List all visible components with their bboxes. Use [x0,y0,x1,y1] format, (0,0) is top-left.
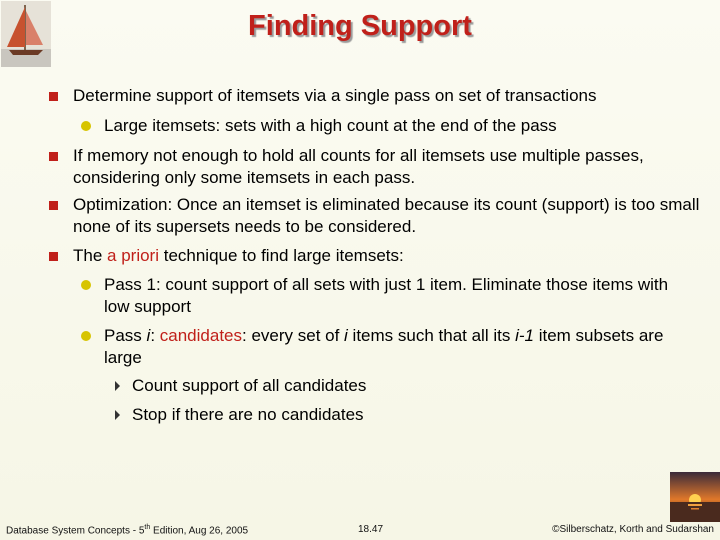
bullet-text: Pass [104,326,147,345]
bullet-text: item subsets are large [104,326,664,367]
highlight-term: a priori [107,246,159,265]
bullet-text: : every set of [242,326,345,345]
bullet-text: technique to find large itemsets: [159,246,404,265]
bullet-text: The [73,246,108,265]
bullet-text: If memory not enough to hold all counts for all itemsets use multiple passes, considering only some itemsets in each pass. [73,146,644,187]
sub-bullet-item [104,115,694,137]
bullet-text: : [150,326,160,345]
square-bullet-icon [49,92,58,101]
footer-book-title [6,524,248,536]
bullet-item [73,245,703,267]
bullet-item [73,145,703,189]
square-bullet-icon [49,201,58,210]
square-bullet-icon [49,152,58,161]
bullet-text: items such that all its [347,326,516,345]
footer-text: Edition, Aug 26, 2005 [150,525,249,537]
circle-bullet-icon [81,280,91,290]
circle-bullet-icon [81,121,91,131]
sub-sub-bullet-item [132,375,692,397]
sub-bullet-item [104,274,694,318]
italic-var: i [146,326,151,345]
sub-bullet-item [104,325,694,369]
triangle-bullet-icon [115,381,120,391]
square-bullet-icon [49,252,58,261]
highlight-term: candidates [159,326,242,345]
italic-var: i-1 [515,326,534,345]
footer-page-number: 18.47 [358,524,384,535]
bullet-text: Count support of all candidates [132,376,367,395]
bullet-item [73,85,703,107]
bullet-text: Large itemsets: sets with a high count at the end of the pass [104,116,557,135]
bullet-item [73,194,703,238]
page-title: Finding Support [248,10,472,42]
triangle-bullet-icon [115,410,120,420]
footer-superscript: th [144,524,151,531]
circle-bullet-icon [81,331,91,341]
bullet-text: Stop if there are no candidates [132,405,364,424]
sub-sub-bullet-item [132,404,692,426]
bullet-text: Determine support of itemsets via a single pass on set of transactions [73,86,597,105]
italic-var: i [344,326,348,345]
bullet-text: Optimization: Once an itemset is eliminated because its count (support) is too small none of its supersets needs to be considered. [73,195,700,236]
footer-text: Database System Concepts - 5 [6,525,145,537]
sunset-logo [670,472,720,522]
footer-copyright: ©Silberschatz, Korth and Sudarshan [552,524,714,535]
bullet-text: Pass 1: count support of all sets with just 1 item. Eliminate those items with low support [104,275,669,316]
